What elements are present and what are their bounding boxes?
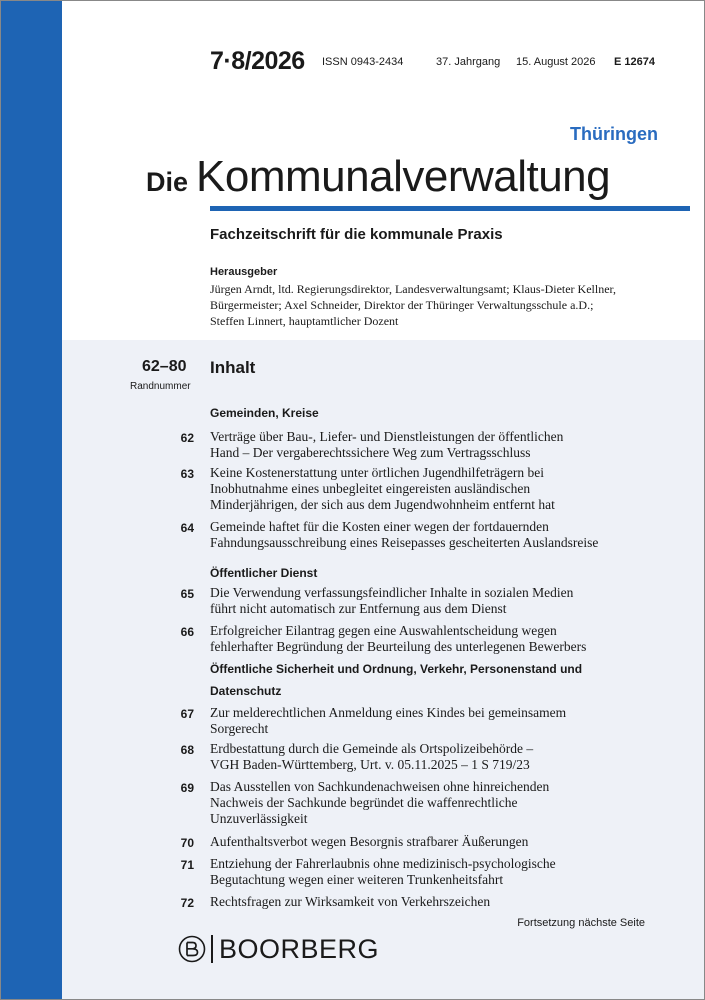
issue-date: 15. August 2026 (516, 56, 596, 68)
toc-entry-line: Unzuverlässigkeit (210, 811, 308, 826)
toc-entry-line: fehlerhafter Begründung der Beurteilung des unterlegenen Bewerbers (210, 639, 587, 654)
entry-number: 64 (180, 521, 194, 535)
entry-number: 63 (180, 467, 194, 481)
postal-code: E 12674 (614, 56, 655, 68)
toc-entry-line: Minderjährigen, der sich aus dem Jugendwohnheim entfernt hat (210, 497, 555, 512)
entry-number: 66 (180, 625, 194, 639)
publisher-name: BOORBERG (219, 933, 380, 964)
toc-entry-line: Rechtsfragen zur Wirksamkeit von Verkehrszeichen (210, 894, 491, 909)
toc-entry-line: Begutachtung wegen einer weiteren Trunkenheitsfahrt (210, 872, 504, 887)
entry-number: 71 (180, 858, 194, 872)
randnummer-label: Randnummer (130, 381, 191, 392)
toc-entry-line: Verträge über Bau-, Liefer- und Dienstleistungen der öffentlichen (210, 429, 564, 444)
editors-line: Jürgen Arndt, ltd. Regierungsdirektor, Landesverwaltungsamt; Klaus-Dieter Kellner, (210, 282, 617, 296)
entry-number: 67 (180, 707, 194, 721)
section-heading: Öffentlicher Dienst (210, 566, 318, 580)
entry-number: 65 (180, 587, 194, 601)
continued-note: Fortsetzung nächste Seite (517, 917, 645, 929)
section-heading: Datenschutz (210, 684, 282, 698)
toc-entry-line: Hand – Der vergaberechtssichere Weg zum Vertragsschluss (210, 445, 531, 460)
toc-entry-line: Aufenthaltsverbot wegen Besorgnis strafbarer Äußerungen (210, 834, 529, 849)
entry-number: 69 (180, 781, 194, 795)
toc-entry-line: Erfolgreicher Eilantrag gegen eine Auswahlentscheidung wegen (210, 623, 557, 638)
editors-heading: Herausgeber (210, 266, 278, 278)
toc-entry-line: Zur melderechtlichen Anmeldung eines Kindes bei gemeinsamem (210, 705, 567, 720)
region-label: Thüringen (570, 124, 658, 144)
editors-line: Bürgermeister; Axel Schneider, Direktor der Thüringer Verwaltungsschule a.D.; (210, 298, 594, 312)
toc-title: Inhalt (210, 358, 256, 377)
toc-entry-line: Sorgerecht (210, 721, 269, 736)
entry-number: 62 (180, 431, 194, 445)
section-heading: Gemeinden, Kreise (210, 406, 319, 420)
subtitle: Fachzeitschrift für die kommunale Praxis (210, 226, 503, 243)
masthead-article: Die (146, 167, 189, 197)
entry-number: 70 (180, 836, 194, 850)
toc-entry-line: Nachweis der Sachkunde begründet die waffenrechtliche (210, 795, 518, 810)
toc-entry-line: Entziehung der Fahrerlaubnis ohne medizinisch-psychologische (210, 856, 556, 871)
issn: ISSN 0943-2434 (322, 56, 404, 68)
masthead-name: Kommunalverwaltung (196, 152, 611, 201)
section-heading: Öffentliche Sicherheit und Ordnung, Verkehr, Personenstand und (210, 662, 583, 676)
randnummer-range: 62–80 (142, 358, 187, 375)
toc-entry-line: Gemeinde haftet für die Kosten einer wegen der fortdauernden (210, 519, 549, 534)
toc-entry-line: Fahndungsausschreibung eines Reisepasses gescheiterten Auslandsreise (210, 535, 599, 550)
issue-number: 7·8/2026 (210, 47, 305, 75)
toc-entry-line: VGH Baden-Württemberg, Urt. v. 05.11.2025 – 1 S 719/23 (210, 757, 530, 772)
toc-entry-line: führt nicht automatisch zur Entfernung aus dem Dienst (210, 601, 507, 616)
toc-entry-line: Keine Kostenerstattung unter örtlichen Jugendhilfeträgern bei (210, 465, 545, 480)
entry-number: 68 (180, 743, 194, 757)
toc-entry-line: Die Verwendung verfassungsfeindlicher Inhalte in sozialen Medien (210, 585, 574, 600)
toc-entry-line: Erdbestattung durch die Gemeinde als Ortspolizeibehörde – (210, 741, 534, 756)
toc-entry-line: Inobhutnahme eines unbegleitet eingereisten ausländischen (210, 481, 531, 496)
entry-number: 72 (180, 896, 194, 910)
editors-line: Steffen Linnert, hauptamtlicher Dozent (210, 314, 399, 328)
volume: 37. Jahrgang (436, 56, 501, 68)
toc-entry-line: Das Ausstellen von Sachkundenachweisen ohne hinreichenden (210, 779, 550, 794)
